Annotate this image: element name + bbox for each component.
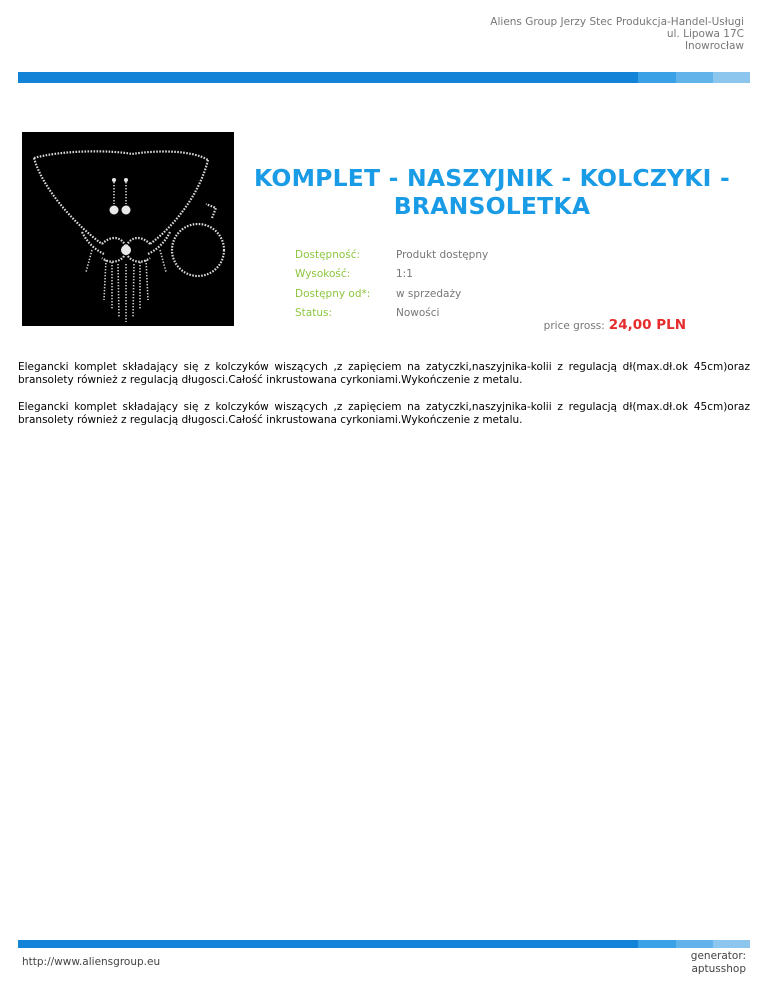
spec-label: Dostępność: — [295, 248, 361, 261]
spec-row-height — [295, 265, 488, 285]
bar-segment-main — [18, 940, 638, 948]
spec-label: Status: — [295, 307, 332, 320]
bar-segment-lightest — [713, 940, 750, 948]
product-description-repeat: Elegancki komplet składający się z kolczyków wiszących ,z zapięciem na zatyczki,naszyjnika-kolii z regulacją dł(max.dł.ok 45cm)oraz bransolety również z regulacją długosci.Całość inkrustowana cyrkoniami.Wykończenie z metalu. — [18, 401, 750, 426]
bar-segment-light — [638, 940, 676, 948]
product-title: KOMPLET - NASZYJNIK - KOLCZYKI - BRANSOLETKA — [254, 164, 730, 220]
spec-label: Dostępny od*: — [295, 287, 371, 300]
header-color-bar — [18, 72, 750, 83]
spec-value: Nowości — [396, 307, 440, 320]
bar-segment-light — [638, 72, 676, 83]
price — [544, 317, 686, 333]
bar-segment-lightest — [713, 72, 750, 83]
generator-credit: generator: aptusshop — [690, 950, 746, 975]
jewelry-image — [22, 132, 234, 326]
product-description: Elegancki komplet składający się z kolczyków wiszących ,z zapięciem na zatyczki,naszyjnika-kolii z regulacją dł(max.dł.ok 45cm)oraz bransolety również z regulacją długosci.Całość inkrustowana cyrkoniami.Wykończenie z metalu. — [18, 361, 750, 386]
spec-value: Produkt dostępny — [396, 248, 489, 261]
spec-value: 1:1 — [396, 268, 413, 281]
price-label: price gross: — [543, 320, 605, 332]
company-street: ul. Lipowa 17C — [666, 28, 744, 40]
bar-segment-lighter — [676, 72, 713, 83]
bar-segment-lighter — [676, 940, 713, 948]
bar-segment-main — [18, 72, 638, 83]
footer-url[interactable]: http://www.aliensgroup.eu — [22, 956, 161, 968]
spec-row-status — [295, 304, 488, 324]
spec-label: Wysokość: — [295, 268, 351, 281]
product-image — [22, 132, 234, 326]
spec-value: w sprzedaży — [396, 287, 462, 300]
product-specs — [295, 245, 488, 323]
footer-color-bar — [18, 940, 750, 948]
company-city: Inowrocław — [684, 40, 744, 52]
spec-row-available-from — [295, 284, 488, 304]
company-info — [490, 16, 744, 52]
spec-row-availability — [295, 245, 488, 265]
company-name: Aliens Group Jerzy Stec Produkcja-Handel-Usługi — [490, 16, 744, 28]
price-value: 24,00 PLN — [608, 317, 686, 333]
